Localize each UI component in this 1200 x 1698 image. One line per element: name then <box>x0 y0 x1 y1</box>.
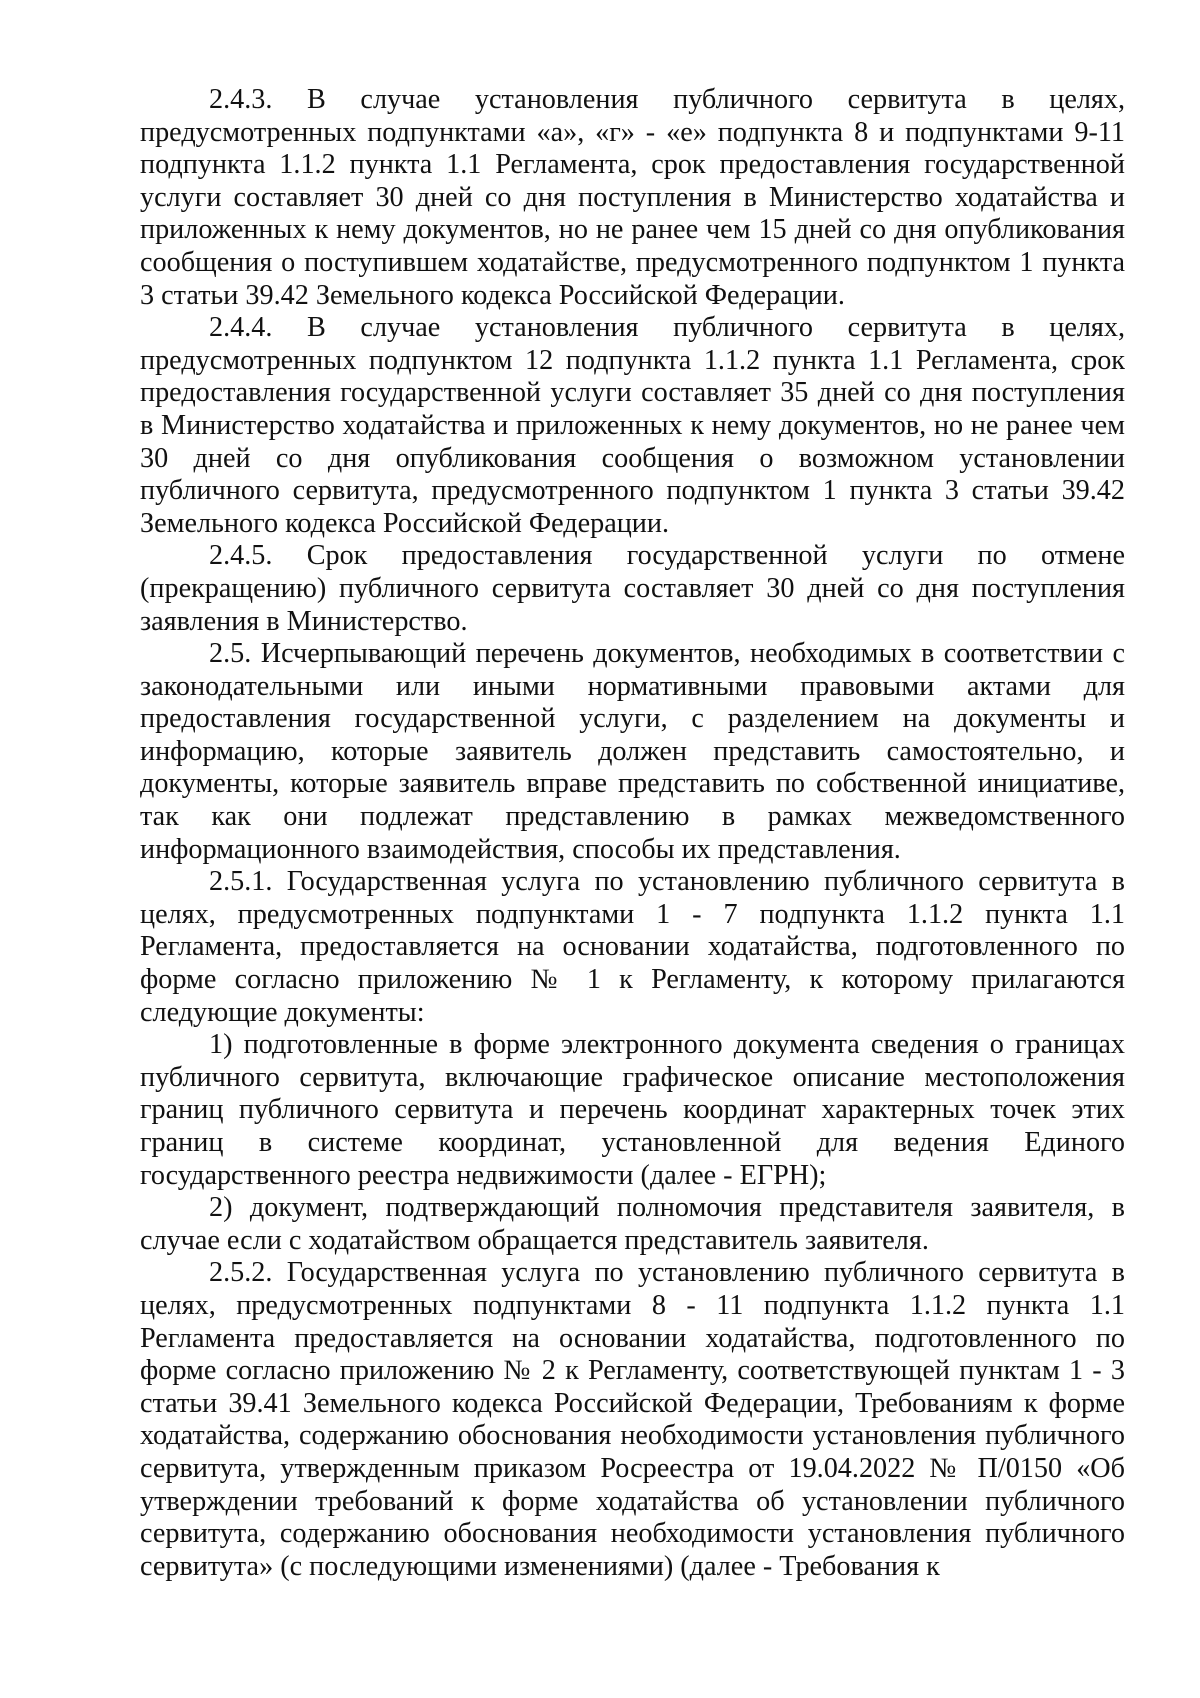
document-page <box>140 84 1125 1583</box>
paragraph-2-5-1: 2.5.1. Государственная услуга по установлению публичного сервитута в целях, предусмотренных подпунктами 1 - 7 подпункта 1.1.2 пункта 1.1 Регламента, предоставляется на основании ходатайства, подготовленного по форме согласно приложению № 1 к Регламенту, к которому прилагаются следующие документы: <box>140 866 1125 1028</box>
paragraph-2-5: 2.5. Исчерпывающий перечень документов, необходимых в соответствии с законодательными или иными нормативными правовыми актами для предоставления государственной услуги, с разделением на документы и информацию, которые заявитель должен представить самостоятельно, и документы, которые заявитель вправе представить по собственной инициативе, так как они подлежат представлению в рамках межведомственного информационного взаимодействия, способы их представления. <box>140 638 1125 865</box>
list-item-2: 2) документ, подтверждающий полномочия представителя заявителя, в случае если с ходатайством обращается представитель заявителя. <box>140 1192 1125 1256</box>
paragraph-2-5-2: 2.5.2. Государственная услуга по установлению публичного сервитута в целях, предусмотренных подпунктами 8 - 11 подпункта 1.1.2 пункта 1.1 Регламента предоставляется на основании ходатайства, подготовленного по форме согласно приложению № 2 к Регламенту, соответствующей пунктам 1 - 3 статьи 39.41 Земельного кодекса Российской Федерации, Требованиям к форме ходатайства, содержанию обоснования необходимости установления публичного сервитута, утвержденным приказом Росреестра от 19.04.2022 № П/0150 «Об утверждении требований к форме ходатайства об установлении публичного сервитута, содержанию обоснования необходимости установления публичного сервитута» (с последующими изменениями) (далее - Требования к <box>140 1257 1125 1582</box>
paragraph-2-4-3: 2.4.3. В случае установления публичного сервитута в целях, предусмотренных подпунктами «а», «г» - «е» подпункта 8 и подпунктами 9-11 подпункта 1.1.2 пункта 1.1 Регламента, срок предоставления государственной услуги составляет 30 дней со дня поступления в Министерство ходатайства и приложенных к нему документов, но не ранее чем 15 дней со дня опубликования сообщения о поступившем ходатайстве, предусмотренного подпунктом 1 пункта 3 статьи 39.42 Земельного кодекса Российской Федерации. <box>140 84 1125 311</box>
paragraph-2-4-5: 2.4.5. Срок предоставления государственной услуги по отмене (прекращению) публичного сервитута составляет 30 дней со дня поступления заявления в Министерство. <box>140 540 1125 637</box>
list-item-1: 1) подготовленные в форме электронного документа сведения о границах публичного сервитута, включающие графическое описание местоположения границ публичного сервитута и перечень координат характерных точек этих границ в системе координат, установленной для ведения Единого государственного реестра недвижимости (далее - ЕГРН); <box>140 1029 1125 1191</box>
paragraph-2-4-4: 2.4.4. В случае установления публичного сервитута в целях, предусмотренных подпунктом 12 подпункта 1.1.2 пункта 1.1 Регламента, срок предоставления государственной услуги составляет 35 дней со дня поступления в Министерство ходатайства и приложенных к нему документов, но не ранее чем 30 дней со дня опубликования сообщения о возможном установлении публичного сервитута, предусмотренного подпунктом 1 пункта 3 статьи 39.42 Земельного кодекса Российской Федерации. <box>140 312 1125 539</box>
